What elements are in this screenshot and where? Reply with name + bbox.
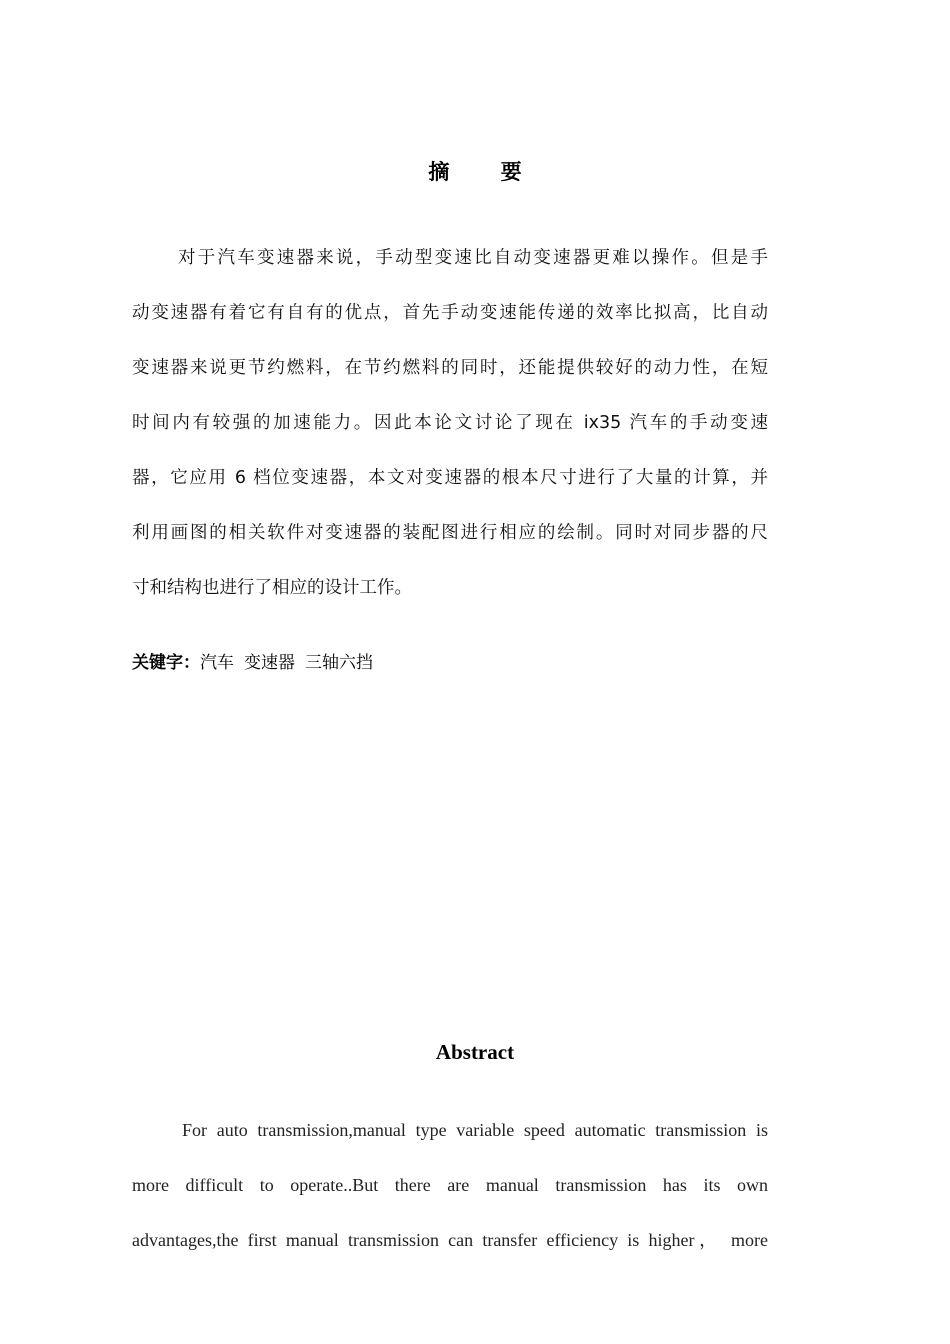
keyword: 汽车 — [200, 653, 234, 673]
chinese-abstract-title: 摘 要 — [428, 159, 544, 184]
keyword: 三轴六挡 — [305, 653, 373, 673]
keywords-label: 关键字： — [132, 653, 200, 673]
chinese-abstract-body — [132, 231, 768, 616]
keywords-line — [132, 648, 768, 678]
chinese-abstract-line: 利用画图的相关软件对变速器的装配图进行相应的绘制。同时对同步器的尺 — [132, 523, 768, 543]
english-abstract-line: more difficult to operate..But there are manual transmission has its own — [132, 1175, 768, 1195]
english-abstract-body — [132, 1103, 768, 1268]
chinese-abstract-line: 对于汽车变速器来说，手动型变速比自动变速器更难以操作。但是手 — [178, 248, 768, 268]
chinese-abstract-line: 寸和结构也进行了相应的设计工作。 — [132, 578, 412, 598]
chinese-abstract-line: 变速器来说更节约燃料，在节约燃料的同时，还能提供较好的动力性，在短 — [132, 358, 768, 378]
english-abstract-line: For auto transmission,manual type variable speed automatic transmission is — [182, 1120, 768, 1140]
keyword: 变速器 — [244, 653, 295, 673]
english-abstract-title: Abstract — [435, 1040, 515, 1064]
chinese-abstract-line: 器，它应用 6 档位变速器，本文对变速器的根本尺寸进行了大量的计算，并 — [132, 468, 768, 488]
chinese-abstract-line: 时间内有较强的加速能力。因此本论文讨论了现在 ix35 汽车的手动变速 — [132, 413, 768, 433]
chinese-abstract-line: 动变速器有着它有自有的优点，首先手动变速能传递的效率比拟高，比自动 — [132, 303, 768, 323]
english-abstract-line: advantages,the first manual transmission can transfer efficiency is higher， more — [132, 1230, 768, 1250]
